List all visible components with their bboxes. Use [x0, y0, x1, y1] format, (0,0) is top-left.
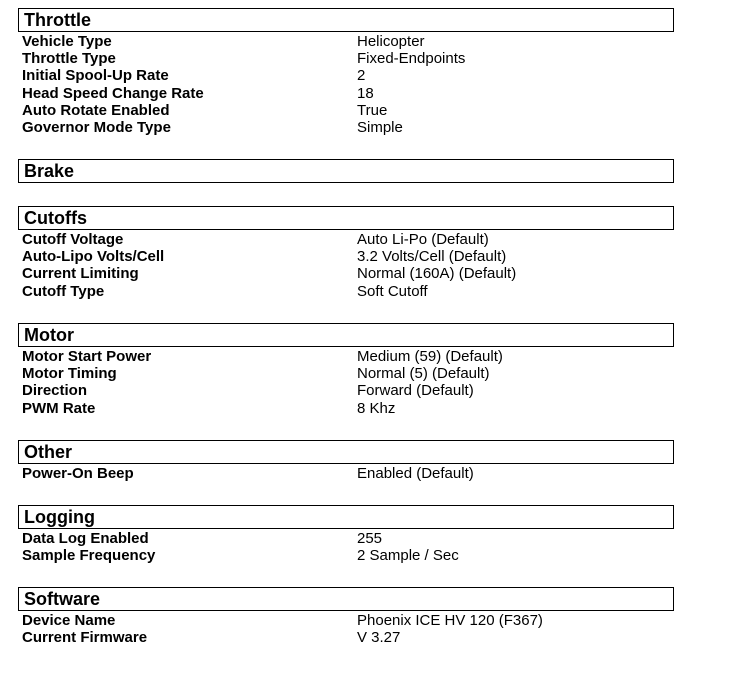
setting-row: [18, 612, 674, 629]
section-header-other: Other: [18, 440, 674, 464]
setting-value: Helicopter: [357, 33, 425, 50]
section-other: [18, 440, 674, 482]
setting-row: [18, 629, 674, 646]
setting-row: [18, 102, 674, 119]
setting-value: 2: [357, 67, 366, 85]
setting-value: True: [357, 101, 388, 119]
setting-label: Current Limiting: [22, 265, 139, 283]
setting-label: Cutoff Voltage: [22, 231, 124, 248]
setting-row: [18, 119, 674, 136]
section-header-motor: Motor: [18, 323, 674, 347]
setting-row: [18, 465, 674, 482]
setting-row: [18, 348, 674, 365]
setting-value: 2 Sample / Sec: [357, 547, 459, 565]
setting-row: [18, 382, 674, 399]
section-logging: [18, 505, 674, 564]
section-header-throttle: Throttle: [18, 8, 674, 32]
setting-label: Throttle Type: [22, 50, 116, 68]
setting-value: Normal (160A) (Default): [357, 265, 517, 283]
setting-value: Soft Cutoff: [357, 282, 428, 300]
section-brake: [18, 159, 674, 183]
setting-label: Sample Frequency: [22, 547, 156, 565]
section-throttle: [18, 8, 674, 136]
setting-value: 18: [357, 84, 374, 102]
setting-row: [18, 265, 674, 282]
setting-label: Cutoff Type: [22, 282, 105, 300]
section-header-brake: Brake: [18, 159, 674, 183]
setting-row: [18, 50, 674, 67]
setting-row: [18, 400, 674, 417]
section-motor: [18, 323, 674, 417]
setting-row: [18, 33, 674, 50]
setting-label: PWM Rate: [22, 399, 96, 417]
setting-label: Vehicle Type: [22, 33, 112, 50]
section-rows: [18, 612, 674, 646]
setting-label: Motor Timing: [22, 365, 117, 383]
setting-row: [18, 67, 674, 84]
setting-label: Device Name: [22, 612, 116, 629]
setting-label: Data Log Enabled: [22, 530, 149, 547]
setting-value: Simple: [357, 118, 403, 136]
setting-label: Auto-Lipo Volts/Cell: [22, 248, 165, 266]
setting-value: 3.2 Volts/Cell (Default): [357, 248, 507, 266]
setting-label: Initial Spool-Up Rate: [22, 67, 169, 85]
section-rows: [18, 33, 674, 136]
section-rows: [18, 530, 674, 564]
setting-row: [18, 365, 674, 382]
setting-label: Power-On Beep: [22, 465, 134, 482]
setting-row: [18, 248, 674, 265]
section-rows: [18, 231, 674, 300]
setting-row: [18, 231, 674, 248]
setting-value: Fixed-Endpoints: [357, 50, 466, 68]
setting-row: [18, 530, 674, 547]
setting-value: V 3.27: [357, 629, 401, 647]
setting-value: Auto Li-Po (Default): [357, 231, 489, 248]
setting-value: Phoenix ICE HV 120 (F367): [357, 612, 543, 629]
setting-label: Head Speed Change Rate: [22, 84, 204, 102]
setting-value: Forward (Default): [357, 382, 474, 400]
section-header-cutoffs: Cutoffs: [18, 206, 674, 230]
section-cutoffs: [18, 206, 674, 300]
setting-label: Governor Mode Type: [22, 118, 171, 136]
section-header-logging: Logging: [18, 505, 674, 529]
section-rows: [18, 465, 674, 482]
section-header-software: Software: [18, 587, 674, 611]
setting-row: [18, 283, 674, 300]
section-software: [18, 587, 674, 646]
setting-value: 8 Khz: [357, 399, 396, 417]
setting-label: Auto Rotate Enabled: [22, 101, 170, 119]
setting-row: [18, 547, 674, 564]
setting-value: Enabled (Default): [357, 465, 474, 482]
setting-label: Motor Start Power: [22, 348, 152, 365]
setting-value: Normal (5) (Default): [357, 365, 490, 383]
setting-label: Direction: [22, 382, 88, 400]
setting-value: Medium (59) (Default): [357, 348, 503, 365]
section-rows: [18, 348, 674, 417]
setting-row: [18, 85, 674, 102]
setting-value: 255: [357, 530, 383, 547]
setting-label: Current Firmware: [22, 629, 148, 647]
